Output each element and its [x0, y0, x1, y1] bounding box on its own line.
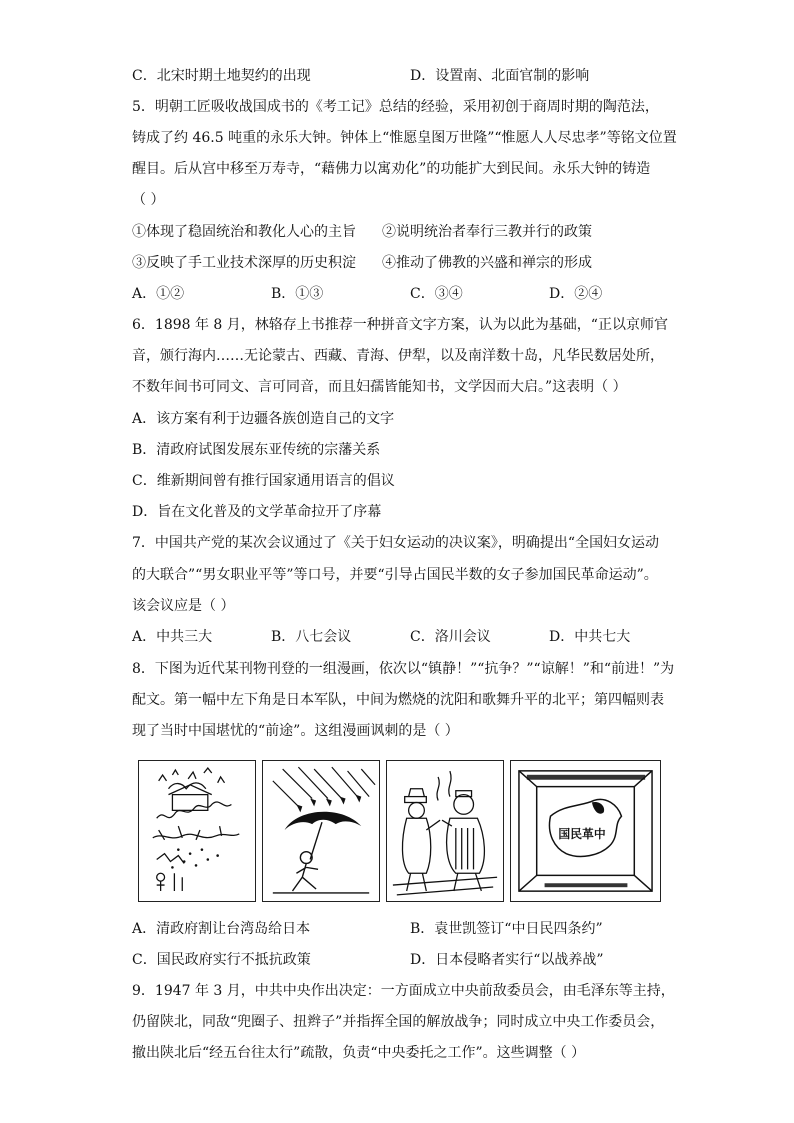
- q8-stem-line1: 8．下图为近代某刊物刊登的一组漫画，依次以“镇静！”“抗争？”“谅解！”和“前进！”为: [132, 661, 675, 677]
- q6-stem-line2: 音，颁行海内……无论蒙古、西藏、青海、伊犁，以及南洋数十岛，凡华民数居处所，: [132, 348, 664, 364]
- q5-option-d: D．②④: [549, 286, 603, 302]
- q6-stem-line1: 6．1898 年 8 月，林辂存上书推荐一种拼音文字方案，认为以此为基础，“正以京师官: [132, 317, 668, 333]
- umbrella-figure-drawing: [263, 761, 379, 901]
- q5-item1: ①体现了稳固统治和教化人心的主旨: [132, 224, 356, 240]
- q8-stem-line3: 现了当时中国堪忧的“前途”。这组漫画讽刺的是（ ）: [132, 723, 459, 739]
- q7-option-a: A．中共三大: [132, 629, 213, 645]
- q8-option-a: A．清政府割让台湾岛给日本: [132, 921, 311, 937]
- q8-stem-line2: 配文。第一幅中左下角是日本军队，中间为燃烧的沈阳和歌舞升平的北平；第四幅则表: [132, 692, 664, 708]
- q7-option-d: D．中共七大: [549, 629, 631, 645]
- q7-stem-line2: 的大联合”“男女职业平等”等口号，并要“引导占国民半数的女子参加国民革命运动”。: [132, 567, 658, 583]
- q6-option-d: D．旨在文化普及的文学革命拉开了序幕: [132, 504, 382, 520]
- q7-option-c: C．洛川会议: [410, 629, 491, 645]
- q5-option-a: A．①②: [132, 286, 185, 302]
- cartoon-panel-3: [386, 760, 504, 902]
- cartoon-panel-2: [262, 760, 380, 902]
- q6-option-b: B．清政府试图发展东亚传统的宗藩关系: [132, 442, 381, 458]
- q6-stem-line3: 不数年间书可同文、言可同音，而且妇孺皆能知书，文学因而大启。”这表明（ ）: [132, 379, 627, 395]
- burning-city-drawing: [139, 761, 255, 901]
- q7-option-b: B．八七会议: [271, 629, 352, 645]
- cartoon-panel-1: [138, 760, 256, 902]
- q6-option-c: C．维新期间曾有推行国家通用语言的倡议: [132, 473, 395, 489]
- q5-stem-line3: 醒目。后从宫中移至万寿寺，“藉佛力以寓劝化”的功能扩大到民间。永乐大钟的铸造: [132, 161, 651, 177]
- q4-option-d: D．设置南、北面官制的影响: [410, 68, 590, 84]
- q7-stem-line3: 该会议应是（ ）: [132, 598, 235, 614]
- q5-option-c: C．③④: [410, 286, 463, 302]
- q8-option-d: D．日本侵略者实行“以战养战”: [410, 952, 604, 968]
- q5-stem-line2: 铸成了约 46.5 吨重的永乐大钟。钟体上“惟愿皇图万世隆”“惟愿人人尽忠孝”等铭文位置: [132, 130, 677, 146]
- q5-stem-line4: （ ）: [132, 192, 165, 208]
- q8-option-b: B．袁世凯签订“中日民四条约”: [410, 921, 603, 937]
- cartoon-panel-4: [510, 760, 661, 902]
- framed-map-drawing: [511, 761, 660, 901]
- q9-stem-line2: 仍留陕北，同敌“兜圈子、扭辫子”并指挥全国的解放战争；同时成立中央工作委员会，: [132, 1014, 665, 1030]
- q7-stem-line1: 7．中国共产党的某次会议通过了《关于妇女运动的决议案》，明确提出“全国妇女运动: [132, 535, 660, 551]
- q6-option-a: A．该方案有利于边疆各族创造自己的文字: [132, 411, 395, 427]
- q5-item2: ②说明统治者奉行三教并行的政策: [382, 224, 592, 240]
- q9-stem-line1: 9．1947 年 3 月，中共中央作出决定：一方面成立中央前敌委员会，由毛泽东等主持，: [132, 983, 675, 999]
- q5-option-b: B．①③: [271, 286, 324, 302]
- q9-stem-line3: 撤出陕北后“经五台往太行”疏散，负责“中央委托之工作”。这些调整（ ）: [132, 1045, 586, 1061]
- q8-option-c: C．国民政府实行不抵抗政策: [132, 952, 311, 968]
- q5-stem-line1: 5．明朝工匠吸收战国成书的《考工记》总结的经验，采用初创于商周时期的陶范法，: [132, 99, 659, 115]
- q5-item3: ③反映了手工业技术深厚的历史积淀: [132, 255, 356, 271]
- q5-item4: ④推动了佛教的兴盛和禅宗的形成: [382, 255, 592, 271]
- handshake-drawing: [387, 761, 503, 901]
- cartoon-strip: [138, 760, 661, 904]
- q4-option-c: C．北宋时期土地契约的出现: [132, 68, 311, 84]
- map-caption: 国民革中: [558, 826, 606, 841]
